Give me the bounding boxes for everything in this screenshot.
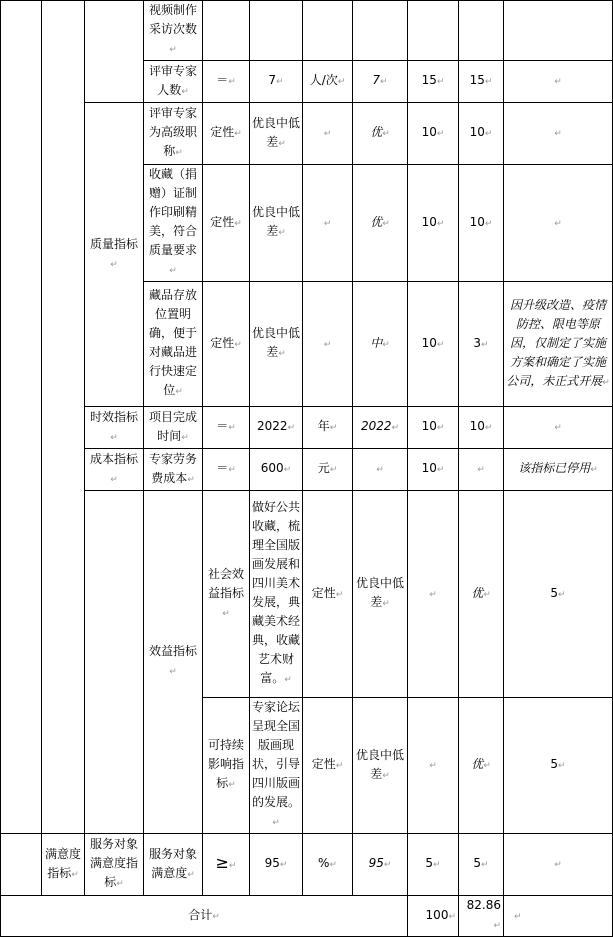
total-row bbox=[1, 896, 613, 937]
score-cell: 5↵ bbox=[459, 834, 504, 896]
unit-cell: 年↵ bbox=[303, 407, 353, 449]
actual-cell: 优↵ bbox=[353, 165, 408, 282]
target-cell: 优良中低差↵ bbox=[250, 165, 303, 282]
total-label-cell: 合计↵ bbox=[1, 896, 408, 937]
table-row bbox=[1, 103, 613, 165]
sub-indicator-cell: 质量指标↵ bbox=[85, 103, 144, 407]
weight-cell: 10↵ bbox=[408, 165, 459, 282]
category-cell: 效益指标↵ bbox=[144, 491, 203, 834]
table-row bbox=[1, 1, 613, 61]
category-cell: 满意度指标↵ bbox=[42, 834, 85, 896]
symbol-cell: ≥↵ bbox=[203, 834, 250, 896]
weight-cell: 5↵ bbox=[408, 834, 459, 896]
target-cell bbox=[250, 1, 303, 61]
unit-cell: ↵ bbox=[303, 103, 353, 165]
weight-cell: 5↵ bbox=[504, 491, 613, 698]
actual-cell: 7↵ bbox=[353, 61, 408, 103]
table-row bbox=[1, 449, 613, 491]
actual-cell: 优↵ bbox=[459, 491, 504, 698]
symbol-cell: 定性↵ bbox=[303, 491, 353, 698]
note-cell: 因升级改造、疫情防控、限电等原因，仅制定了实施方案和确定了实施公司，未正式开展↵ bbox=[504, 282, 613, 407]
target-cell: 优良中低差↵ bbox=[250, 103, 303, 165]
score-cell: ↵ bbox=[459, 449, 504, 491]
sub-indicator-cell: 成本指标↵ bbox=[85, 449, 144, 491]
table-row bbox=[1, 407, 613, 449]
sub-indicator-cell: 服务对象满意度指标↵ bbox=[85, 834, 144, 896]
unit-cell: ↵ bbox=[303, 282, 353, 407]
indicator-cell: 评审专家为高级职称↵ bbox=[144, 103, 203, 165]
symbol-cell: 定性↵ bbox=[203, 165, 250, 282]
actual-cell bbox=[353, 1, 408, 61]
indicator-cell: 专家劳务费成本↵ bbox=[144, 449, 203, 491]
target-cell: 优良中低差↵ bbox=[353, 491, 408, 698]
indicator-cell: 项目完成时间↵ bbox=[144, 407, 203, 449]
outer-category-cell bbox=[1, 834, 42, 896]
total-score-cell: 82.86↵ bbox=[459, 896, 504, 937]
target-cell: 7↵ bbox=[250, 61, 303, 103]
score-cell: 3↵ bbox=[459, 282, 504, 407]
table-row bbox=[1, 491, 613, 698]
note-cell: ↵ bbox=[504, 165, 613, 282]
unit-cell: ↵ bbox=[408, 698, 459, 834]
target-cell: 优良中低差↵ bbox=[250, 282, 303, 407]
score-cell: 10↵ bbox=[459, 103, 504, 165]
indicator-cell: 视频制作采访次数↵ bbox=[144, 1, 203, 61]
unit-cell: ↵ bbox=[303, 165, 353, 282]
actual-cell: 优↵ bbox=[459, 698, 504, 834]
sub-indicator-cell: 时效指标↵ bbox=[85, 407, 144, 449]
note-cell: ↵ bbox=[504, 103, 613, 165]
score-cell: 15↵ bbox=[459, 61, 504, 103]
indicator-cell: 藏品存放位置明确，便于对藏品进行快速定位↵ bbox=[144, 282, 203, 407]
indicator-cell: 做好公共收藏，梳理全国版画发展和四川美术发展，典藏美术经典，收藏艺术财富。↵ bbox=[250, 491, 303, 698]
symbol-cell: 定性↵ bbox=[303, 698, 353, 834]
sub-indicator-cell: 社会效益指标↵ bbox=[203, 491, 250, 698]
target-cell: 优良中低差↵ bbox=[353, 698, 408, 834]
score-cell: 10↵ bbox=[459, 165, 504, 282]
actual-cell: 95↵ bbox=[353, 834, 408, 896]
weight-cell: 10↵ bbox=[408, 407, 459, 449]
symbol-cell bbox=[203, 1, 250, 61]
note-cell bbox=[504, 1, 613, 61]
weight-cell: 5↵ bbox=[504, 698, 613, 834]
score-cell: 10↵ bbox=[459, 407, 504, 449]
weight-cell: 10↵ bbox=[408, 449, 459, 491]
unit-cell bbox=[303, 1, 353, 61]
symbol-cell: 定性↵ bbox=[203, 103, 250, 165]
indicator-cell: 评审专家人数↵ bbox=[144, 61, 203, 103]
symbol-cell: ＝↵ bbox=[203, 61, 250, 103]
weight-cell: 10↵ bbox=[408, 103, 459, 165]
indicator-cell: 收藏（捐赠）证制作印刷精美，符合质量要求↵ bbox=[144, 165, 203, 282]
category-cell bbox=[42, 1, 85, 834]
outer-category-cell bbox=[85, 491, 144, 834]
weight-cell: 10↵ bbox=[408, 282, 459, 407]
note-cell: ↵ bbox=[504, 61, 613, 103]
note-cell: ↵ bbox=[504, 407, 613, 449]
total-note-cell: ↵ bbox=[504, 896, 613, 937]
unit-cell: 元↵ bbox=[303, 449, 353, 491]
target-cell: 600↵ bbox=[250, 449, 303, 491]
note-cell: 该指标已停用↵ bbox=[504, 449, 613, 491]
note-cell: ↵ bbox=[504, 834, 613, 896]
actual-cell: ↵ bbox=[353, 449, 408, 491]
actual-cell: 中↵ bbox=[353, 282, 408, 407]
indicator-cell: 服务对象满意度↵ bbox=[144, 834, 203, 896]
outer-category-cell bbox=[1, 1, 42, 834]
sub-indicator-cell bbox=[85, 1, 144, 103]
indicator-cell: 专家论坛呈现全国版画现状，引导四川版画的发展。↵ bbox=[250, 698, 303, 834]
symbol-cell: ＝↵ bbox=[203, 407, 250, 449]
symbol-cell: ＝↵ bbox=[203, 449, 250, 491]
unit-cell: %↵ bbox=[303, 834, 353, 896]
unit-cell: 人/次↵ bbox=[303, 61, 353, 103]
symbol-cell: 定性↵ bbox=[203, 282, 250, 407]
score-cell bbox=[459, 1, 504, 61]
target-cell: 95↵ bbox=[250, 834, 303, 896]
actual-cell: 优↵ bbox=[353, 103, 408, 165]
weight-cell bbox=[408, 1, 459, 61]
actual-cell: 2022↵ bbox=[353, 407, 408, 449]
sub-indicator-cell: 可持续影响指标↵ bbox=[203, 698, 250, 834]
unit-cell: ↵ bbox=[408, 491, 459, 698]
target-cell: 2022↵ bbox=[250, 407, 303, 449]
total-weight-cell: 100↵ bbox=[408, 896, 459, 937]
table-row bbox=[1, 834, 613, 896]
weight-cell: 15↵ bbox=[408, 61, 459, 103]
